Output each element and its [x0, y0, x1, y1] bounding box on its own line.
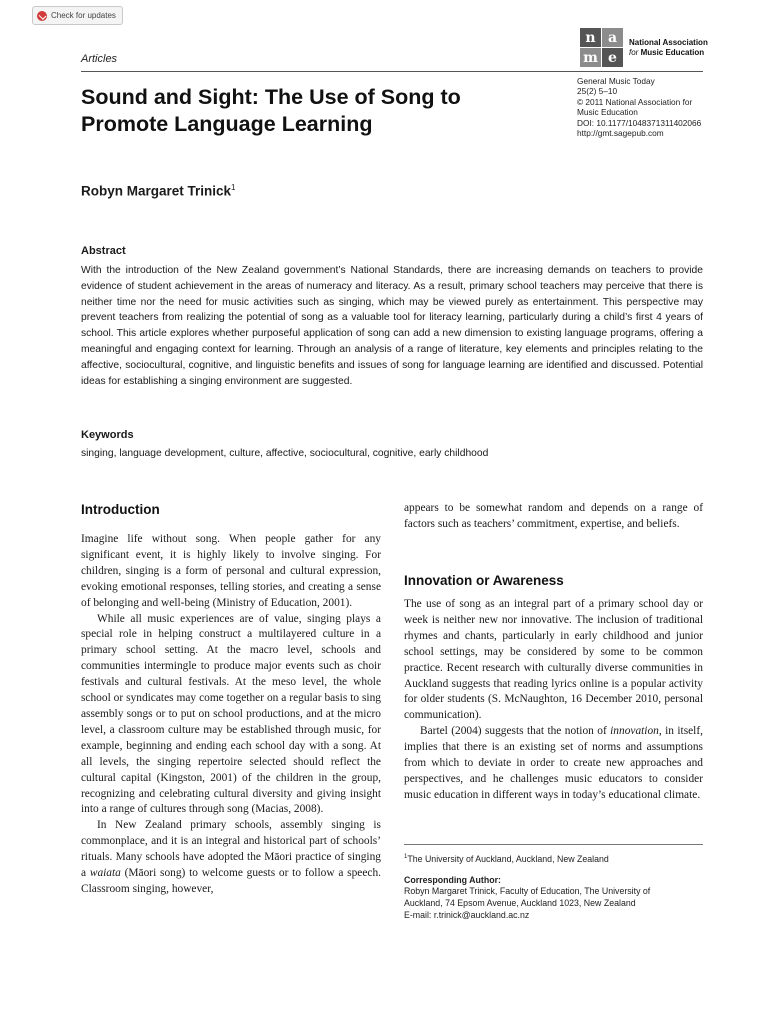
logo-line-1: National Association — [629, 37, 708, 47]
corresponding-author-heading: Corresponding Author: — [404, 875, 501, 885]
header-rule — [81, 71, 703, 72]
doi: DOI: 10.1177/1048371311402066 — [577, 117, 702, 128]
journal-volume: 25(2) 5–10 — [577, 86, 618, 97]
corresponding-line-2: Auckland, 74 Epsom Avenue, Auckland 1023, New Zealand — [404, 897, 636, 908]
abstract-heading: Abstract — [81, 245, 126, 257]
logo-wordmark — [629, 38, 708, 58]
introduction-paragraph-3: In New Zealand primary schools, assembly singing is commonplace, and it is an integral and historical part of schools’ rituals. Many schools have adopted the Māori practice of singing a waiata (Māori song) to welcome guests or to follow a speech. Classroom singing, however, — [81, 819, 381, 895]
article-title: Sound and Sight: The Use of Song to Promote Language Learning — [81, 85, 461, 136]
journal-url[interactable]: http://gmt.sagepub.com — [577, 128, 664, 139]
abstract-text: With the introduction of the New Zealand government’s National Standards, there are increasing demands on teachers to provide evidence of student achievement in the areas of numeracy and literacy. As a result, primary school teachers may perceive that there is neither time nor the need for music activities such as singing, which may be viewed purely as entertainment. This perspective may prevent teachers from realizing the potential of song as a valuable tool for literacy learning, particularly during a child’s first 4 years of school. This article explores whether purposeful application of song can add a new dimension to existing language programs, offering a meaningful and engaging context for learning. Through an analysis of a range of literature, key elements and principles relating to the affective, sociocultural, cognitive, and linguistic benefits and issues of song for language learning are identified and discussed. Potential ideas for establishing a singing environment are suggested. — [81, 265, 703, 387]
corresponding-author-details — [404, 886, 703, 921]
keywords-text: singing, language development, culture, affective, sociocultural, cognitive, early childhood — [81, 448, 489, 459]
copyright-line-1: © 2011 National Association for — [577, 96, 693, 107]
check-for-updates-label: Check for updates — [51, 11, 116, 20]
check-badge-icon — [37, 11, 47, 21]
introduction-paragraph-1: Imagine life without song. When people gather for any significant event, it is highly likely to involve singing. For children, singing is a form of personal and cultural expression, evoking emotional responses, telling stories, and creating a sense of belonging and well-being (Ministry of Education, 2001). — [81, 533, 381, 609]
innovation-heading: Innovation or Awareness — [404, 573, 564, 588]
journal-name: General Music Today — [577, 76, 655, 86]
copyright-line-2: Music Education — [577, 107, 638, 118]
introduction-body — [81, 532, 381, 898]
logo-letter-e: e — [602, 48, 623, 67]
check-for-updates-button[interactable] — [32, 6, 123, 25]
logo-letter-m: m — [580, 48, 601, 67]
introduction-heading: Introduction — [81, 502, 160, 517]
author-name: Robyn Margaret Trinick$^1$ — [81, 183, 236, 199]
innovation-paragraph-2: Bartel (2004) suggests that the notion of innovation, in itself, implies that there is an existing set of norms and assumptions from which to deviate in order to create new approaches and perspectives, and he challenges music educators to consider music education in different ways in today’s educational climate. — [404, 725, 703, 801]
introduction-paragraph-3-continued: appears to be somewhat random and depends on a range of factors such as teachers’ commitment, expertise, and beliefs. — [404, 502, 703, 530]
corresponding-email[interactable]: E-mail: r.trinick@auckland.ac.nz — [404, 909, 530, 920]
publisher-logo — [580, 28, 708, 67]
affiliation-footnote: $^1$The University of Auckland, Auckland, New Zealand — [404, 853, 609, 864]
logo-letter-n: n — [580, 28, 601, 47]
logo-letter-a: a — [602, 28, 623, 47]
introduction-paragraph-2: While all music experiences are of value, singing plays a special role in helping construct a multilayered culture in a primary school setting. At the macro level, schools and communities intermingle to produce major events such as choir festivals and cultural festivals. At the meso level, the whole school or syndicates may come together on a regular basis to sing assembly songs or to put on school productions, and at the micro level, a classroom culture may be established through music, for example, beginning and ending each school day with a song. At all levels, the singing repertoire selected should reflect the cultural capital (Kingston, 2001) of the children in the group, recognizing and celebrating cultural diversity and giving insight into a range of cultures through song (Macias, 2008). — [81, 612, 381, 816]
section-label: Articles — [81, 53, 118, 65]
author-affiliation-mark: 1 — [231, 183, 236, 192]
corresponding-line-1: Robyn Margaret Trinick, Faculty of Education, The University of — [404, 886, 651, 896]
innovation-paragraph-1: The use of song as an integral part of a primary school day or week is neither new nor innovative. The inclusion of traditional rhymes and chants, particularly in early childhood and junior school settings, may be considered by some to be common practice. Recent research with culturally diverse communities in Auckland suggests that reading lyrics online is a popular activity for older students (S. McNaughton, 16 December 2010, personal communication). — [404, 598, 703, 722]
footnote-rule — [404, 844, 703, 845]
journal-metadata — [577, 76, 717, 138]
innovation-body — [404, 597, 703, 804]
keywords-heading: Keywords — [81, 429, 134, 441]
logo-line-2: for Music Education — [629, 47, 705, 57]
introduction-continued — [404, 501, 703, 533]
nafme-logo-mark — [580, 28, 623, 67]
